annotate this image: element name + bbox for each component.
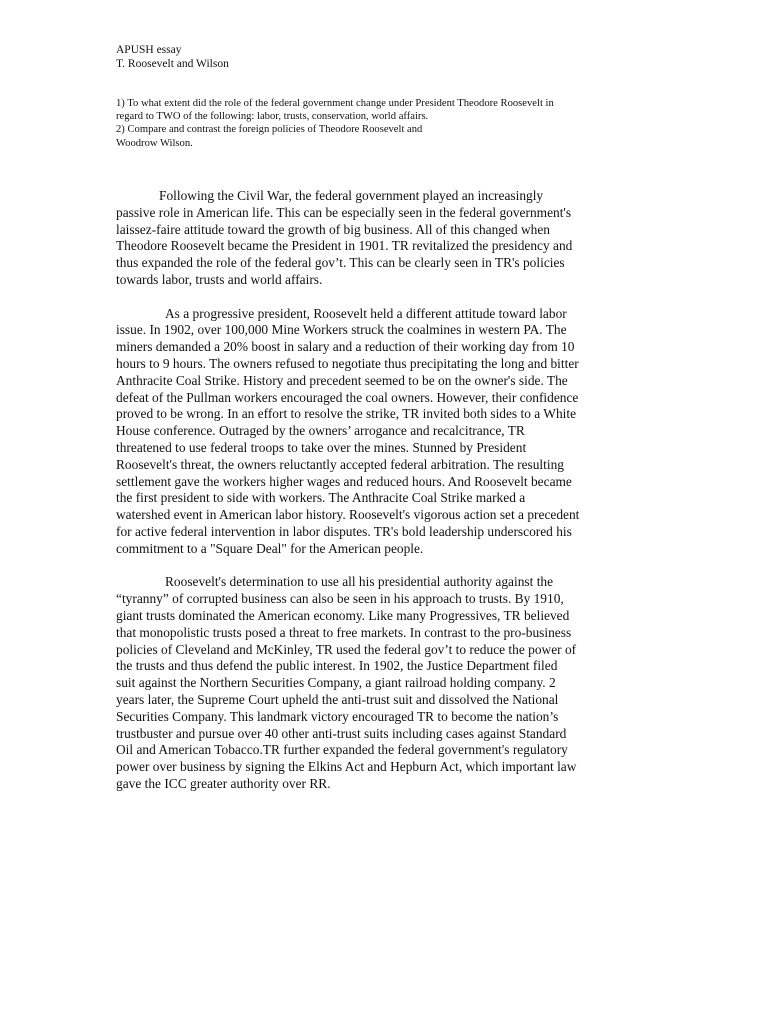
text-line: giant trusts dominated the American economy. Like many Progressives, TR believed: [116, 607, 570, 623]
paragraph-labor: [116, 306, 664, 558]
document-header: [116, 43, 229, 71]
paragraph-trusts: [116, 574, 664, 792]
text-line: that monopolistic trusts posed a threat to free markets. In contrast to the pro-business: [116, 624, 572, 640]
text-line: for active federal intervention in labor disputes. TR's bold leadership underscored his: [116, 523, 572, 539]
prompt-line: Woodrow Wilson.: [116, 137, 193, 149]
text-line: miners demanded a 20% boost in salary and a reduction of their working day from 10: [116, 339, 575, 355]
text-line: trustbuster and pursue over 40 other anti-trust suits including cases against Standard: [116, 725, 567, 741]
text-line: power over business by signing the Elkins Act and Hepburn Act, which important law: [116, 759, 577, 775]
text-line: the first president to side with workers. The Anthracite Coal Strike marked a: [116, 490, 526, 506]
text-line: towards labor, trusts and world affairs.: [116, 271, 323, 287]
text-line: Roosevelt's determination to use all his presidential authority against the: [165, 574, 554, 590]
text-line: suit against the Northern Securities Company, a giant railroad holding company. 2: [116, 675, 556, 691]
text-line: watershed event in American labor history. Roosevelt's vigorous action set a precedent: [116, 507, 580, 523]
text-line: policies of Cleveland and McKinley, TR used the federal gov’t to reduce the power of: [116, 641, 577, 657]
essay-prompts: [116, 97, 661, 150]
course-label: APUSH essay: [116, 44, 182, 56]
text-line: proved to be wrong. In an effort to resolve the strike, TR invited both sides to a White: [116, 406, 577, 422]
paragraph-introduction: [116, 188, 664, 289]
text-line: commitment to a "Square Deal" for the American people.: [116, 540, 424, 556]
text-line: settlement gave the workers higher wages and reduced hours. And Roosevelt became: [116, 473, 572, 489]
text-line: gave the ICC greater authority over RR.: [116, 775, 331, 791]
text-line: passive role in American life. This can be especially seen in the federal government's: [116, 204, 572, 220]
prompt-line: regard to TWO of the following: labor, trusts, conservation, world affairs.: [116, 111, 429, 123]
text-line: Oil and American Tobacco.TR further expanded the federal government's regulatory: [116, 742, 568, 758]
prompt-line: 2) Compare and contrast the foreign policies of Theodore Roosevelt and: [116, 124, 423, 136]
prompt-line: 1) To what extent did the role of the federal government change under President Theodore Roosevelt in: [116, 98, 554, 109]
text-line: threatened to use federal troops to take over the mines. Stunned by President: [116, 439, 527, 455]
text-line: laissez-faire attitude toward the growth of big business. All of this changed when: [116, 221, 550, 237]
text-line: defeat of the Pullman workers encouraged the coal owners. However, their confidence: [116, 389, 579, 405]
text-line: Securities Company. This landmark victory encouraged TR to become the nation’s: [116, 708, 559, 724]
text-line: Following the Civil War, the federal government played an increasingly: [159, 188, 544, 203]
text-line: issue. In 1902, over 100,000 Mine Workers struck the coalmines in western PA. The: [116, 322, 567, 338]
text-line: years later, the Supreme Court upheld the anti-trust suit and dissolved the National: [116, 691, 559, 707]
essay-subject: T. Roosevelt and Wilson: [116, 58, 229, 70]
text-line: As a progressive president, Roosevelt held a different attitude toward labor: [165, 305, 567, 321]
text-line: Theodore Roosevelt became the President in 1901. TR revitalized the presidency and: [116, 238, 573, 254]
text-line: thus expanded the role of the federal gov’t. This can be clearly seen in TR's policies: [116, 255, 565, 271]
text-line: House conference. Outraged by the owners’ arrogance and recalcitrance, TR: [116, 423, 525, 439]
text-line: Anthracite Coal Strike. History and precedent seemed to be on the owner's side. The: [116, 372, 568, 388]
text-line: the trusts and thus defend the public interest. In 1902, the Justice Department filed: [116, 658, 558, 674]
text-line: hours to 9 hours. The owners refused to negotiate thus precipitating the long and bitter: [116, 355, 579, 371]
essay-body: [116, 188, 664, 809]
text-line: “tyranny” of corrupted business can also be seen in his approach to trusts. By 1910,: [116, 591, 564, 607]
text-line: Roosevelt's threat, the owners reluctantly accepted federal arbitration. The resulting: [116, 456, 564, 472]
